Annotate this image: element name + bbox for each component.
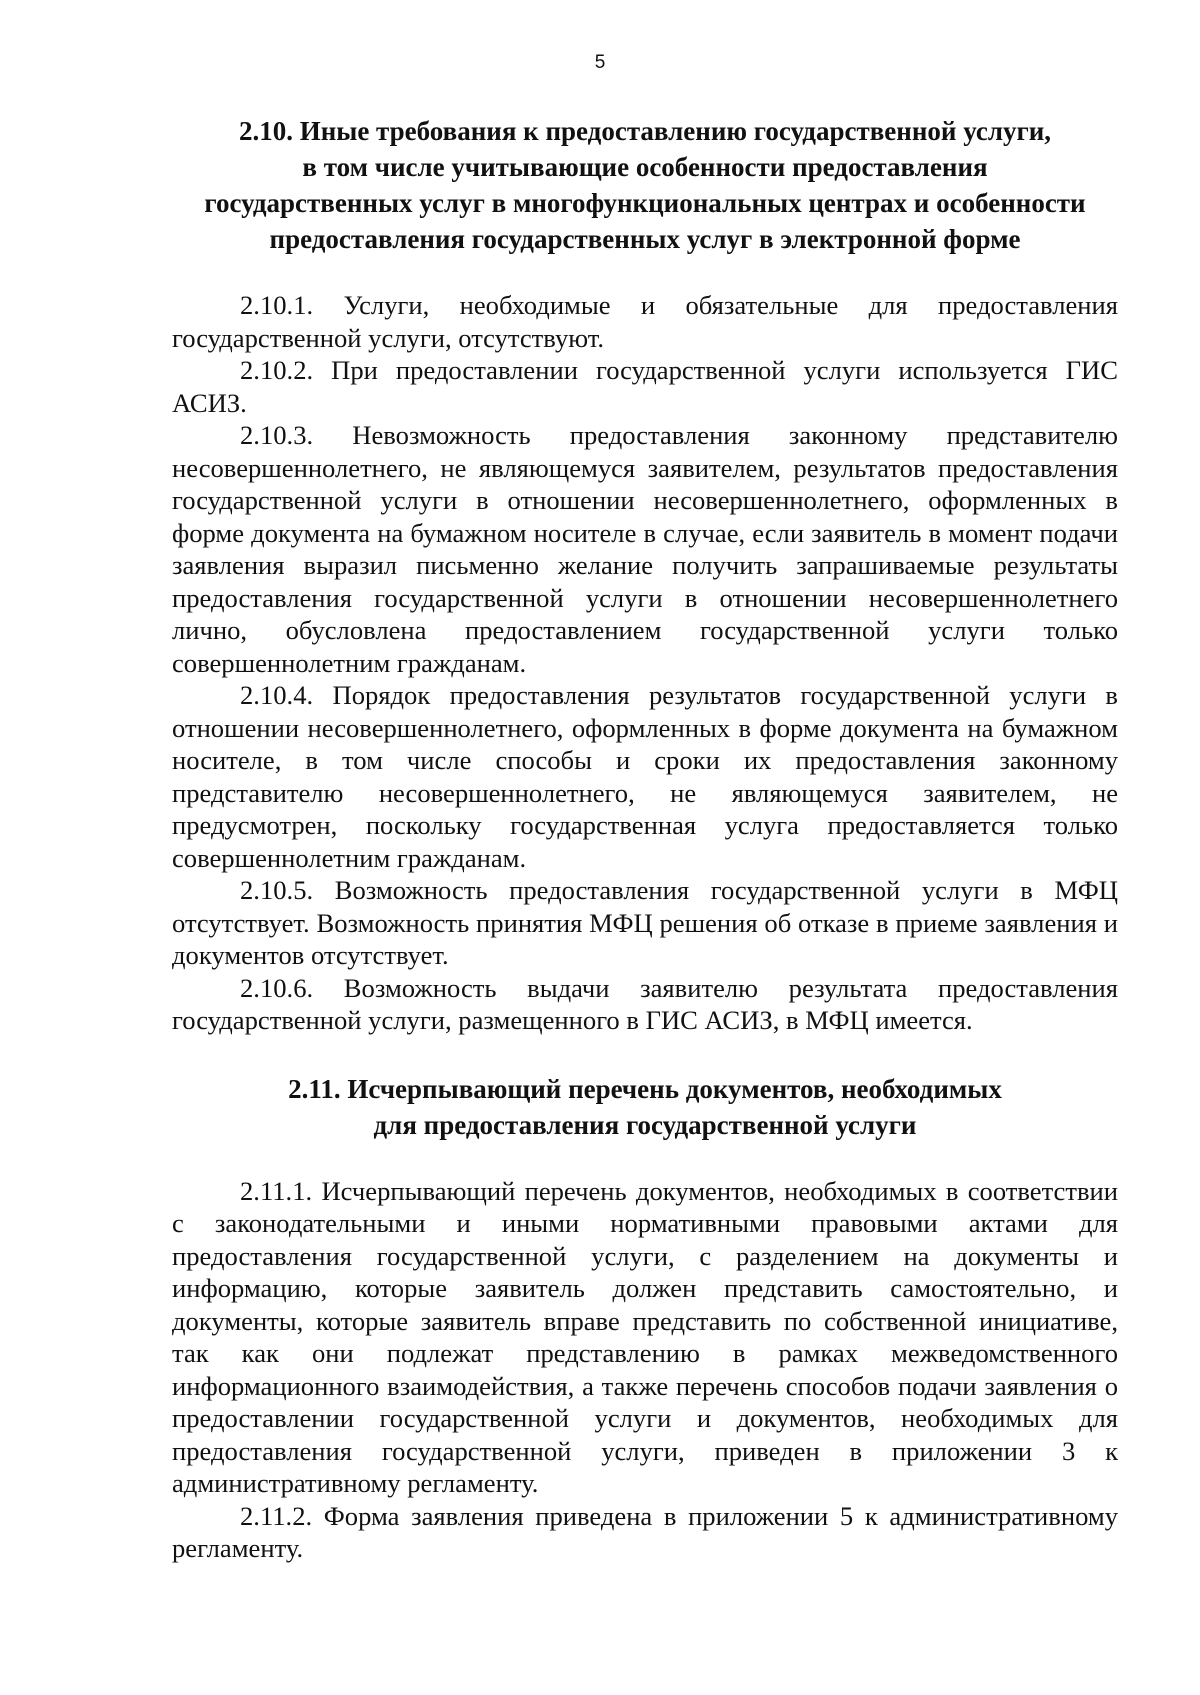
heading-line: 2.10. Иные требования к предоставлению государственной услуги, [238, 116, 1052, 146]
heading-line: для предоставления государственной услуги [373, 1109, 917, 1140]
paragraph-2-10-5: 2.10.5. Возможность предоставления государственной услуги в МФЦ отсутствует. Возможность принятия МФЦ решения об отказе в приеме заявления и документов отсутствует. [172, 875, 1118, 970]
paragraph-2-10-1: 2.10.1. Услуги, необходимые и обязательные для предоставления государственной услуги, отсутствуют. [172, 290, 1118, 353]
page-number: 5 [594, 52, 606, 73]
paragraph-2-10-6: 2.10.6. Возможность выдачи заявителю результата предоставления государственной услуги, размещенного в ГИС АСИЗ, в МФЦ имеется. [172, 972, 1118, 1035]
paragraph-2-10-3: 2.10.3. Невозможность предоставления законному представителю несовершеннолетнего, не являющемуся заявителем, результатов предоставления государственной услуги в отношении несовершеннолетнего, оформленных в форме документа на бумажном носителе в случае, если заявитель в момент подачи заявления выразил письменно желание получить запрашиваемые результаты предоставления государственной услуги в отношении несовершеннолетнего лично, обусловлена предоставлением государственной услуги только совершеннолетним гражданам. [172, 420, 1118, 678]
paragraph-2-11-2: 2.11.2. Форма заявления приведена в приложении 5 к административному регламенту. [172, 1500, 1118, 1563]
page-content [172, 113, 1118, 1565]
heading-line: государственных услуг в многофункциональных центрах и особенности [204, 188, 1086, 218]
section-heading-2-10 [172, 113, 1118, 257]
heading-line: предоставления государственных услуг в электронной форме [269, 224, 1021, 254]
heading-line: в том числе учитывающие особенности предоставления [302, 152, 988, 182]
section-heading-2-11 [172, 1071, 1118, 1143]
paragraph-2-10-4: 2.10.4. Порядок предоставления результатов государственной услуги в отношении несовершеннолетнего, оформленных в форме документа на бумажном носителе, в том числе способы и сроки их предоставления законному представителю несовершеннолетнего, не являющемуся заявителем, не предусмотрен, поскольку государственная услуга предоставляется только совершеннолетним гражданам. [172, 680, 1118, 873]
paragraph-2-11-1: 2.11.1. Исчерпывающий перечень документов, необходимых в соответствии с законодательными и иными нормативными правовыми актами для предоставления государственной услуги, с разделением на документы и информацию, которые заявитель должен представить самостоятельно, и документы, которые заявитель вправе представить по собственной инициативе, так как они подлежат представлению в рамках межведомственного информационного взаимодействия, а также перечень способов подачи заявления о предоставлении государственной услуги и документов, необходимых для предоставления государственной услуги, приведен в приложении 3 к административному регламенту. [172, 1175, 1118, 1498]
heading-line: 2.11. Исчерпывающий перечень документов, необходимых [288, 1073, 1002, 1104]
paragraph-2-10-2: 2.10.2. При предоставлении государственной услуги используется ГИС АСИЗ. [172, 355, 1118, 418]
